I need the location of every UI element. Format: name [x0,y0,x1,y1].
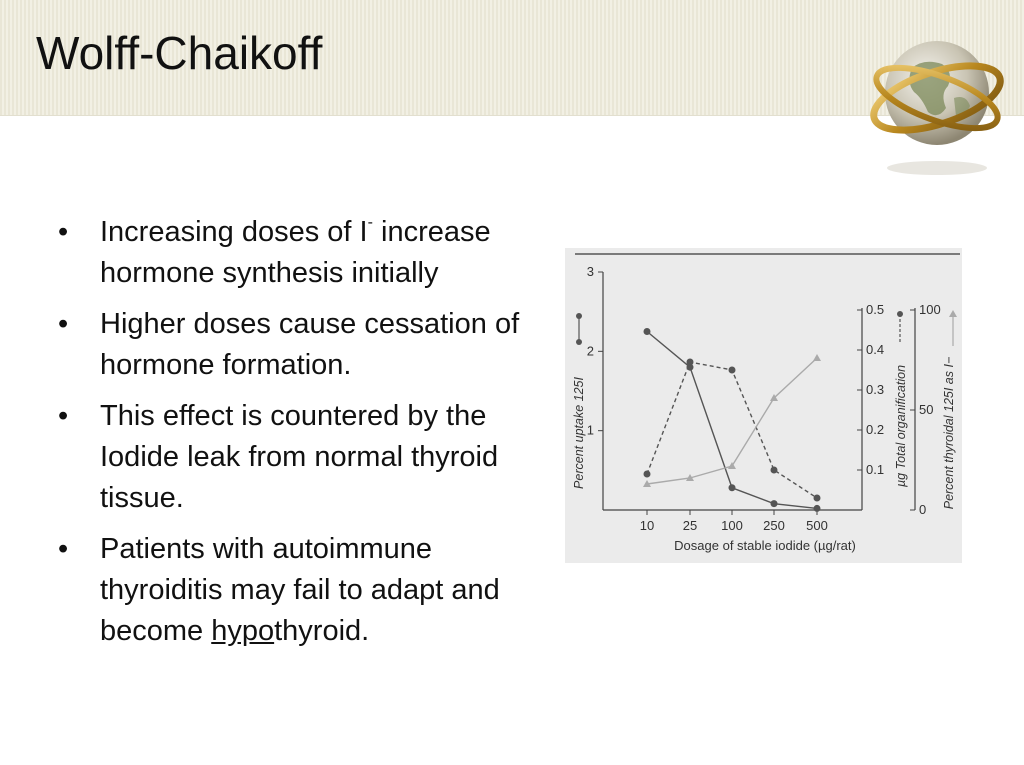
bullet-dot: • [58,400,69,432]
data-point [814,505,821,512]
chart-svg [565,248,962,563]
mid-tick-label: 0.3 [866,382,885,397]
right-tick-label: 0 [919,502,927,517]
bullet-item [58,529,538,652]
data-point [771,467,778,474]
data-point [644,471,651,478]
underlined-text: hypo [211,615,275,647]
right-tick-label: 100 [919,302,941,317]
chart-figure [565,248,962,563]
legend-marker [576,339,582,345]
data-point [687,359,694,366]
right-tick-label: 50 [919,402,934,417]
data-point [771,500,778,507]
bullet-text: increase hormone synthesis initially [100,216,491,289]
mid-tick-label: 0.5 [866,302,885,317]
left-axis-label: Percent uptake 125I [572,377,586,489]
data-point [814,495,821,502]
data-point-triangle [728,462,736,469]
superscript-minus: - [367,214,373,231]
bullet-text: Higher doses cause cessation of hormone formation. [100,308,520,381]
left-tick-label: 1 [586,422,594,438]
mid-tick-label: 0.2 [866,422,885,437]
data-point [729,367,736,374]
left-tick-label: 2 [586,343,594,359]
bullet-text: Patients with autoimmune thyroiditis may fail to adapt and become [100,533,500,647]
slide-title: Wolff-Chaikoff [36,27,323,79]
x-tick-label: 25 [682,518,698,533]
x-tick-label: 250 [763,518,785,533]
bullet-item [58,212,538,294]
left-tick-label: 3 [586,264,594,279]
x-tick-label: 500 [806,518,828,533]
x-tick-label: 100 [721,518,743,533]
bullet-text: Increasing doses of I [100,216,368,248]
mid-tick-label: 0.1 [866,462,885,477]
bullet-item [58,396,538,519]
mid-tick-label: 0.4 [866,342,885,357]
right-axis-label: Percent thyroidal 125I as I− [942,356,956,510]
bullet-dot: • [58,216,69,248]
bullet-item [58,304,538,386]
x-axis-label: Dosage of stable iodide (µg/rat) [674,538,856,553]
bullet-text: This effect is countered by the Iodide leak from normal thyroid tissue. [100,400,499,514]
series-line [647,332,817,509]
data-point [729,484,736,491]
bullet-list [58,212,538,662]
bullet-text: thyroid. [274,615,370,647]
data-point [644,328,651,335]
bullet-dot: • [58,533,69,565]
legend-marker [949,310,957,317]
globe-icon [862,28,1012,178]
data-point-triangle [813,354,821,361]
mid-axis-label: µg Total organification [894,364,908,488]
bullet-dot: • [58,308,69,340]
x-tick-label: 10 [639,518,655,533]
